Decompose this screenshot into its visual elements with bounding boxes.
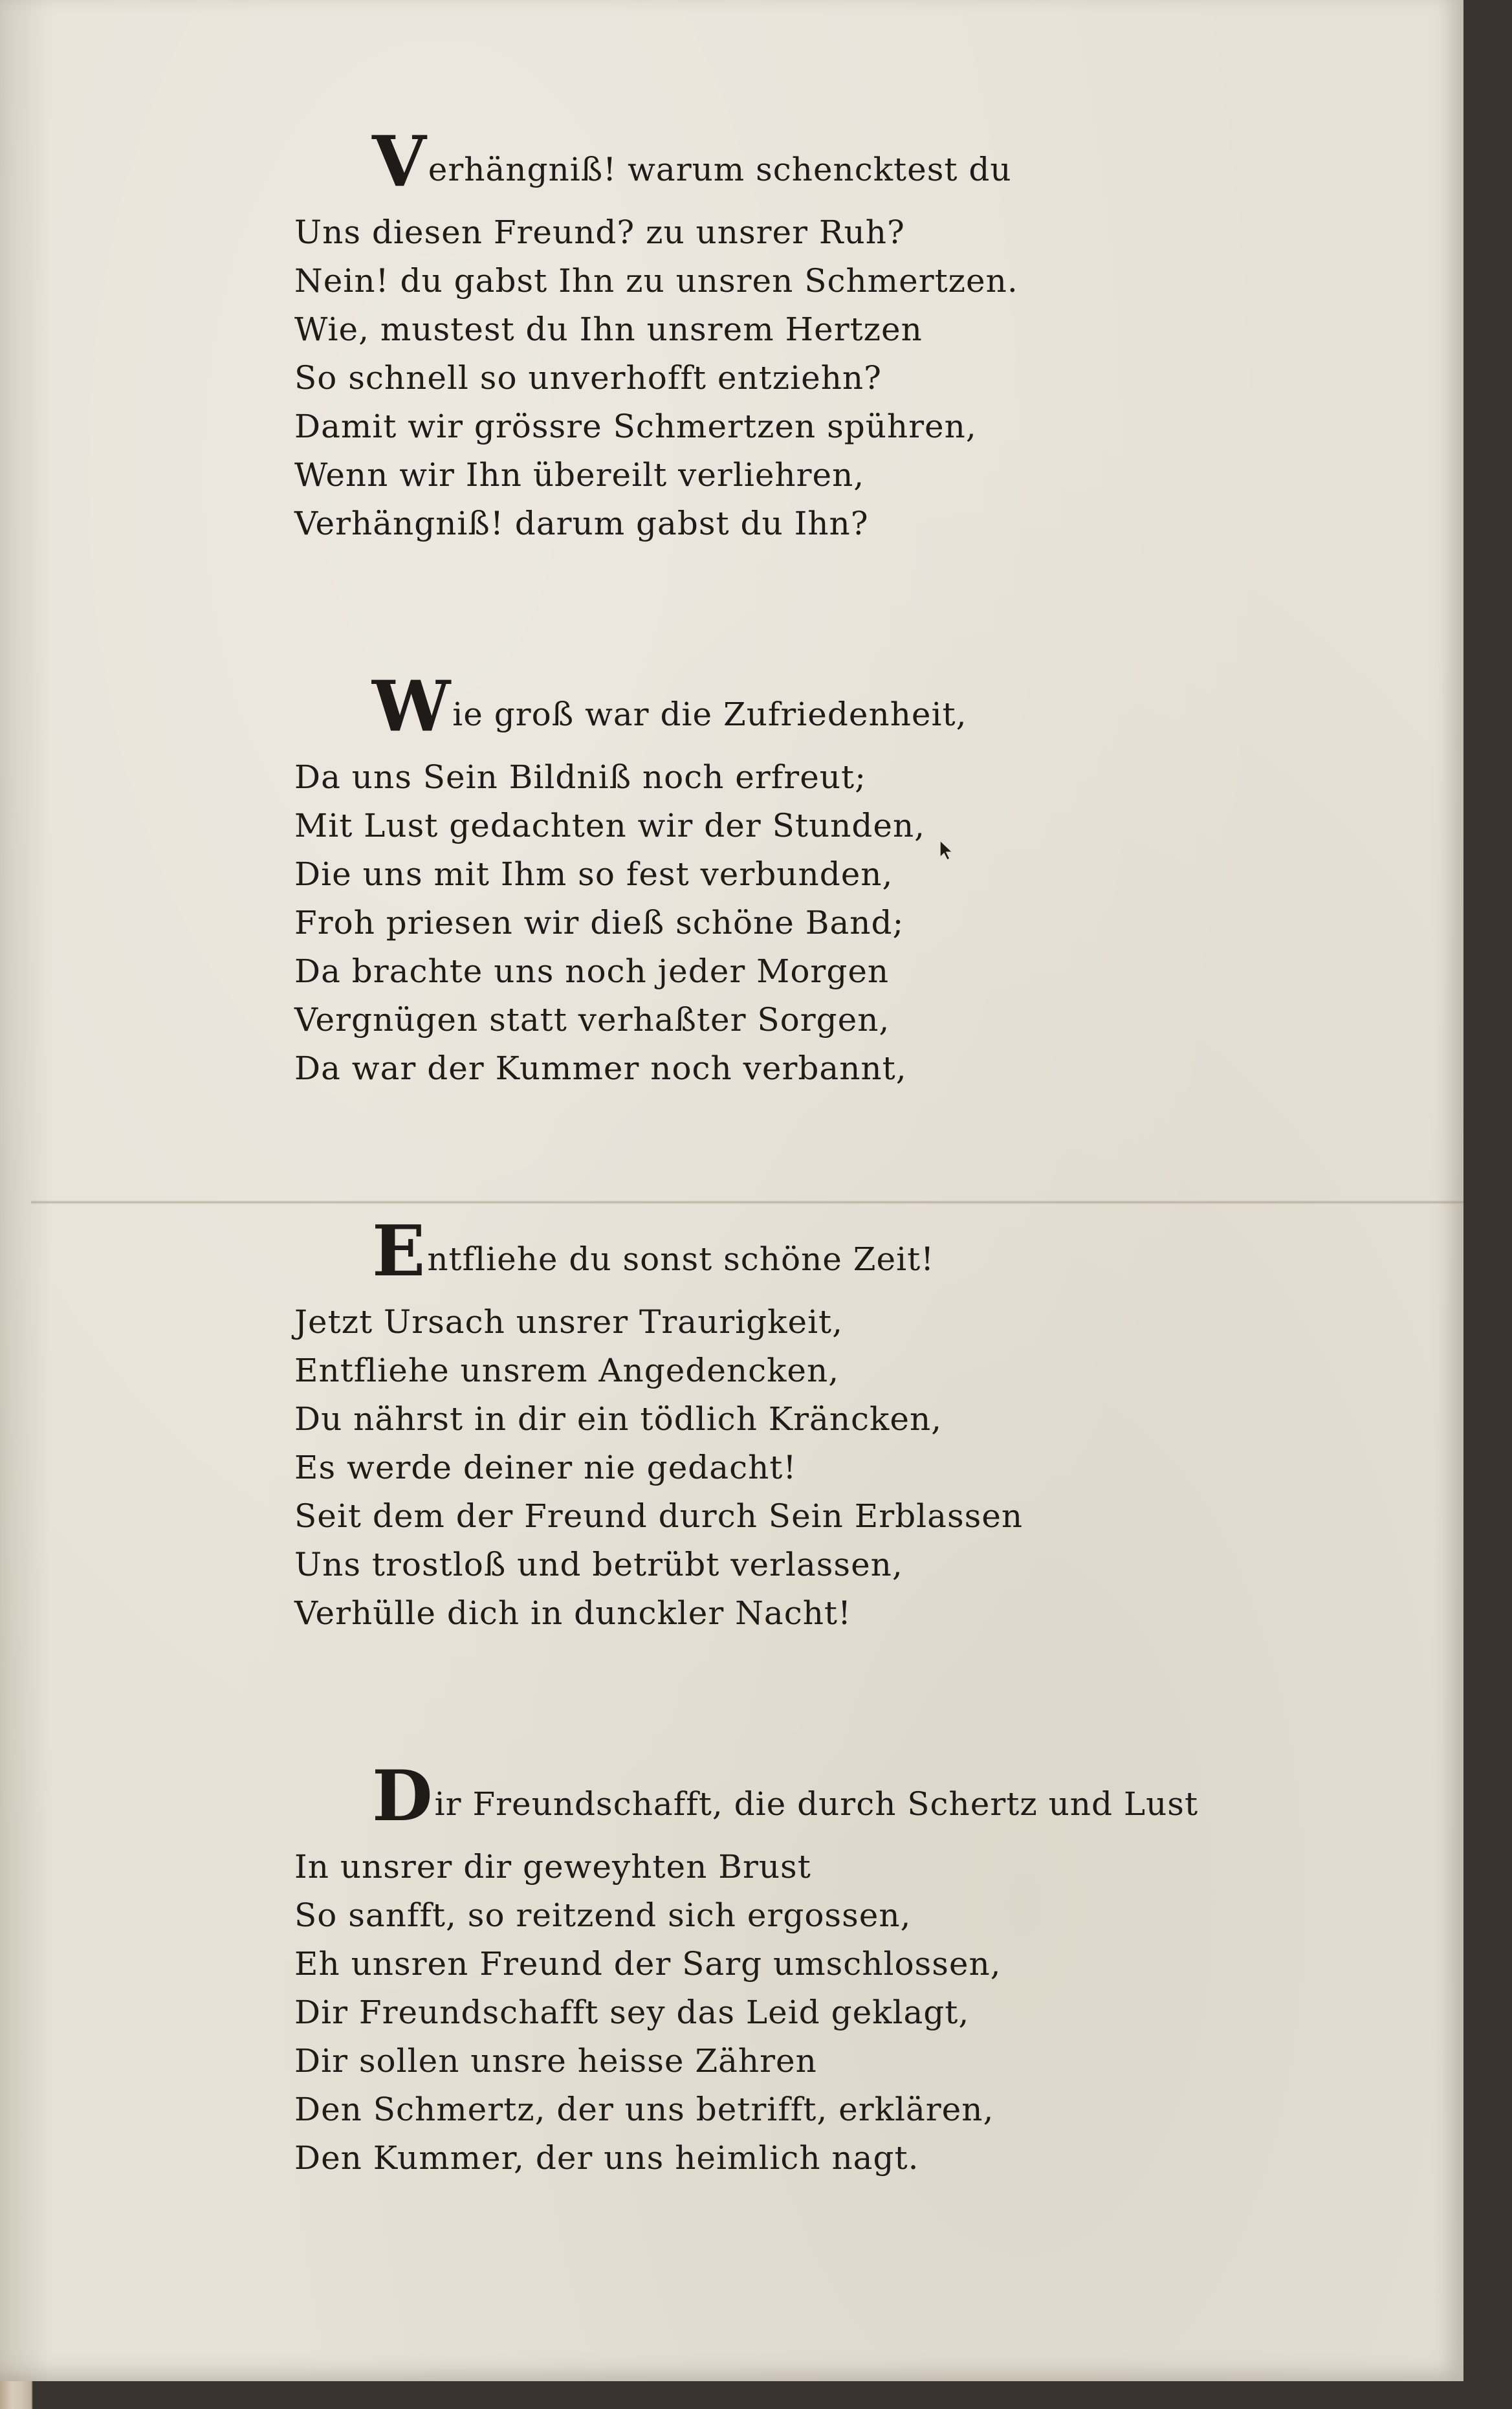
line-text: ir Freundschafft, die durch Schertz und Lust [434, 1785, 1199, 1823]
poem-line: Jetzt Ursach unsrer Traurigkeit, [294, 1303, 844, 1341]
line-text: erhängniß! warum schencktest du [428, 151, 1012, 188]
poem-line: Damit wir grössre Schmertzen spühren, [294, 408, 977, 445]
line-text: ntfliehe du sonst schöne Zeit! [427, 1240, 935, 1278]
poem-line: So sanfft, so reitzend sich ergossen, [294, 1897, 912, 1934]
poem-line: Uns diesen Freund? zu unsrer Ruh? [294, 214, 905, 251]
poem-line: Entfliehe unsrem Angedencken, [294, 1352, 840, 1389]
stanza-4 [294, 1755, 1330, 2183]
stanza-1 [294, 121, 1330, 548]
poem-line: So schnell so unverhofft entziehn? [294, 359, 882, 397]
poem-line: Die uns mit Ihm so fest verbunden, [294, 855, 893, 893]
stanza-first-line [294, 1211, 1330, 1298]
drop-initial: D [372, 1755, 433, 1837]
poem-line: Seit dem der Freund durch Sein Erblassen [294, 1497, 1024, 1535]
poem-line: Den Schmertz, der uns betrifft, erklären, [294, 2091, 994, 2128]
poem-line: Du nährst in dir ein tödlich Kräncken, [294, 1400, 943, 1438]
drop-initial: V [372, 121, 427, 203]
poem-line: Verhülle dich in dunckler Nacht! [294, 1594, 852, 1632]
stanza-first-line [294, 666, 1330, 753]
stanza-2 [294, 666, 1330, 1093]
mouse-pointer-icon [939, 839, 954, 861]
stanza-first-line [294, 121, 1330, 208]
line-text: ie groß war die Zufriedenheit, [452, 696, 967, 733]
poem-line: Nein! du gabst Ihn zu unsren Schmertzen. [294, 262, 1018, 300]
poem-line: Da uns Sein Bildniß noch erfreut; [294, 758, 866, 796]
poem-line: Mit Lust gedachten wir der Stunden, [294, 807, 926, 844]
poem-line: Den Kummer, der uns heimlich nagt. [294, 2139, 919, 2177]
drop-initial: E [372, 1211, 426, 1292]
poem-line: In unsrer dir geweyhten Brust [294, 1848, 811, 1886]
stanza-3 [294, 1211, 1330, 1638]
stanza-first-line [294, 1755, 1330, 1843]
poem-line: Es werde deiner nie gedacht! [294, 1449, 797, 1486]
poem-line: Da war der Kummer noch verbannt, [294, 1050, 907, 1087]
poem-line: Uns trostloß und betrübt verlassen, [294, 1546, 903, 1583]
poem-line: Da brachte uns noch jeder Morgen [294, 952, 890, 990]
poem-line: Dir Freundschafft sey das Leid geklagt, [294, 1994, 970, 2031]
poem-line: Verhängniß! darum gabst du Ihn? [294, 505, 869, 542]
poem-line: Dir sollen unsre heisse Zähren [294, 2042, 817, 2080]
poem [294, 121, 1330, 2183]
poem-line: Vergnügen statt verhaßter Sorgen, [294, 1001, 890, 1039]
poem-line: Eh unsren Freund der Sarg umschlossen, [294, 1945, 1002, 1983]
poem-line: Froh priesen wir dieß schöne Band; [294, 904, 904, 941]
drop-initial: W [372, 666, 452, 747]
poem-line: Wenn wir Ihn übereilt verliehren, [294, 456, 865, 494]
poem-line: Wie, mustest du Ihn unsrem Hertzen [294, 311, 923, 348]
